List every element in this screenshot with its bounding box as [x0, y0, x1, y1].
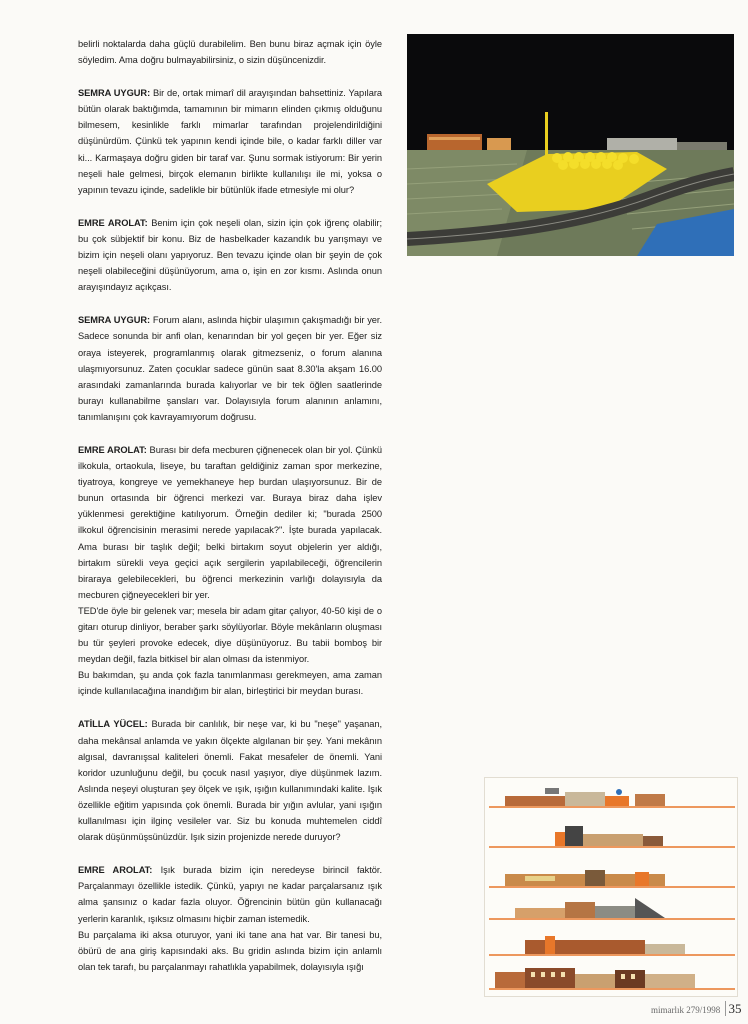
speaker-name: SEMRA UYGUR: — [78, 88, 151, 99]
paragraph — [78, 215, 382, 295]
paragraph-text: Işık burada bizim için neredeyse birincil faktör. Parçalanmayı özellikle istedik. Çünkü, yapıyı ne kadar parçalarsanız ışık alma şansınız o kadar fazla oluyor. Öğrencinin bütün gün kullanacağı yerlerin karanlık, ışıksız olmasını hiçbir zaman istemedik. — [78, 865, 382, 924]
paragraph-text: Bu bakımdan, şu anda çok fazla tanımlanması gerekmeyen, ama zaman içinde kullanılacağına inandığım bir alan, birleştirici bir meydan burası. — [78, 670, 382, 697]
paragraph — [78, 312, 382, 425]
page-footer — [651, 1001, 742, 1017]
paragraph — [78, 85, 382, 198]
paragraph — [78, 716, 382, 845]
page-number: 35 — [725, 1001, 742, 1016]
speaker-name: EMRE AROLAT: — [78, 217, 148, 228]
paragraph — [78, 442, 382, 603]
speaker-name: EMRE AROLAT: — [78, 865, 153, 876]
journal-name: mimarlık 279/1998 — [651, 1005, 721, 1015]
speaker-name: EMRE AROLAT: — [78, 444, 147, 455]
paragraph — [78, 603, 382, 667]
site-render-image — [407, 34, 734, 256]
paragraph-text: Benim için çok neşeli olan, sizin için çok iğrenç olabilir; bu çok sübjektif bir konu. Biz de hasbelkader kazandık bu yarışmayı ve bizim için neşeli olanı yapıyoruz. Ben tevazu içinde olan bir şeyin de çok neşeli olabileceğini düşünüyorum, ama o, işin en zor kısmı. Aslında onun arayışındayız açıkçası. — [78, 217, 382, 293]
paragraph — [78, 667, 382, 699]
paragraph-text: TED'de öyle bir gelenek var; mesela bir adam gitar çalıyor, 40-50 kişi de o gitarı oturup dinliyor, beraber şarkı söylüyorlar. Böyle mekânların oluşması bu tür şeyleri provoke edecek, diye düşünüyoruz. Bu tabii bomboş bir meydan değil, fazla bitkisel bir alan olması da istenmiyor. — [78, 605, 382, 665]
paragraph — [78, 927, 382, 975]
paragraph-text: belirli noktalarda daha güçlü durabilelim. Ben bunu biraz açmak için öyle söyledim. Ama doğru bulmayabilirsiniz, o sizin düşüncenizdir. — [78, 39, 382, 66]
paragraph — [78, 36, 382, 68]
paragraph — [78, 862, 382, 926]
paragraph-text: Bir de, ortak mimarî dil arayışından bahsettiniz. Yapılara bütün olarak baktığımda, tamamının bir mimarın elinden çıkmış olduğunu bilmesem, kesinlikle farklı mimarlar tarafından projelendirildiğini düşünürdüm. Çünkü tek yapının kendi içinde bile, o kadar farklı diller var ki... Karmaşaya doğru giden bir taraf var. Şunu sormak istiyorum: Bir yerin neşeli hale gelmesi, birçok elemanın birlikte kullanılışı ile mi, yoksa o yapının tevazu içinde, sadelikle bir bütünlük ifade etmesiyle mi olur? — [78, 88, 382, 195]
paragraph-text: Forum alanı, aslında hiçbir ulaşımın çakışmadığı bir yer. Sadece sonunda bir anfi olan, kenarından bir yol geçen bir yer. Eğer siz oraya isteyerek, programlanmış olarak gitmezseniz, o forum alanına ulaşmıyorsunuz. Zaten çocuklar sadece günün saat 8.30'la akşam 16.00 arasındaki zamanlarında burada kalıyorlar ve bir tek öğlen saatlerinde burayı kullanabilme şansları var. Dolayısıyla forum alanının anlamını, tanımlanışını çok kavrayamıyorum doğrusu. — [78, 315, 382, 422]
paragraph-text: Burada bir canlılık, bir neşe var, ki bu "neşe" yaşanan, daha mekânsal anlamda ve yakın ölçekte algılanan bir şey. Yani mekânın algısal, davranışsal kaliteleri önemli. Fakat mesafeler de önemli. Yani koridor uzunluğunu değil, bu çocuk nasıl yaşıyor, diye düşünmek lazım. Aslında neşeyi oluşturan şey ölçek ve ışık, ışığın kullanımındaki kalite. Işık özellikle eğitim yapısında çok önemli. Burada bir yığın avlular, yani ışığın kullanılması için ilginç vesileler var. Siz bu konuda muhtemelen ciddî olarak düşünmüşsünüzdür. Işık sizin projenizde nerede duruyor? — [78, 719, 382, 843]
elevation-drawings-image — [484, 777, 738, 997]
paragraph-text: Bu parçalama iki aksa oturuyor, yani iki tane ana hat var. Bir tanesi bu, öbürü de ana giriş kapısındaki aks. Bu gridin aslında bizim için anlamlı olan tek tarafı, bu parçalanmayı rahatlıkla yapabilmek, dolayısıyla ışığı — [78, 929, 382, 972]
speaker-name: SEMRA UYGUR: — [78, 315, 151, 326]
paragraph-text: Burası bir defa mecburen çiğnenecek olan bir yol. Çünkü ilkokula, ortaokula, liseye, bu taraftan geldiğiniz zaman spor merkezine, tiyatroya, kongreye ve yemekhaneye hep burdan ulaşıyorsunuz. Bir de bunun ortasında bir öğrenci merkezi var. Buraya biraz daha işlev yüklenmesi gerektiğine katılıyorum. Örneğin dediler ki; "burada 2500 ilkokul öğrencisinin merasimi nerede yapılacak?". İşte burada yapılacak. Ama burası bir taşlık değil; belki birtakım soyut objelerin yer aldığı, birtakım sürekli veya geçici açık sergilerin yapılabileceği, öğrencilerin biraraya gelebilecekleri, bu öğrenci merkezinin varlığı dolayısıyla da mecburen çiğneyecekleri bir yer. — [78, 444, 382, 600]
text-column — [78, 36, 382, 975]
speaker-name: ATİLLA YÜCEL: — [78, 719, 148, 730]
